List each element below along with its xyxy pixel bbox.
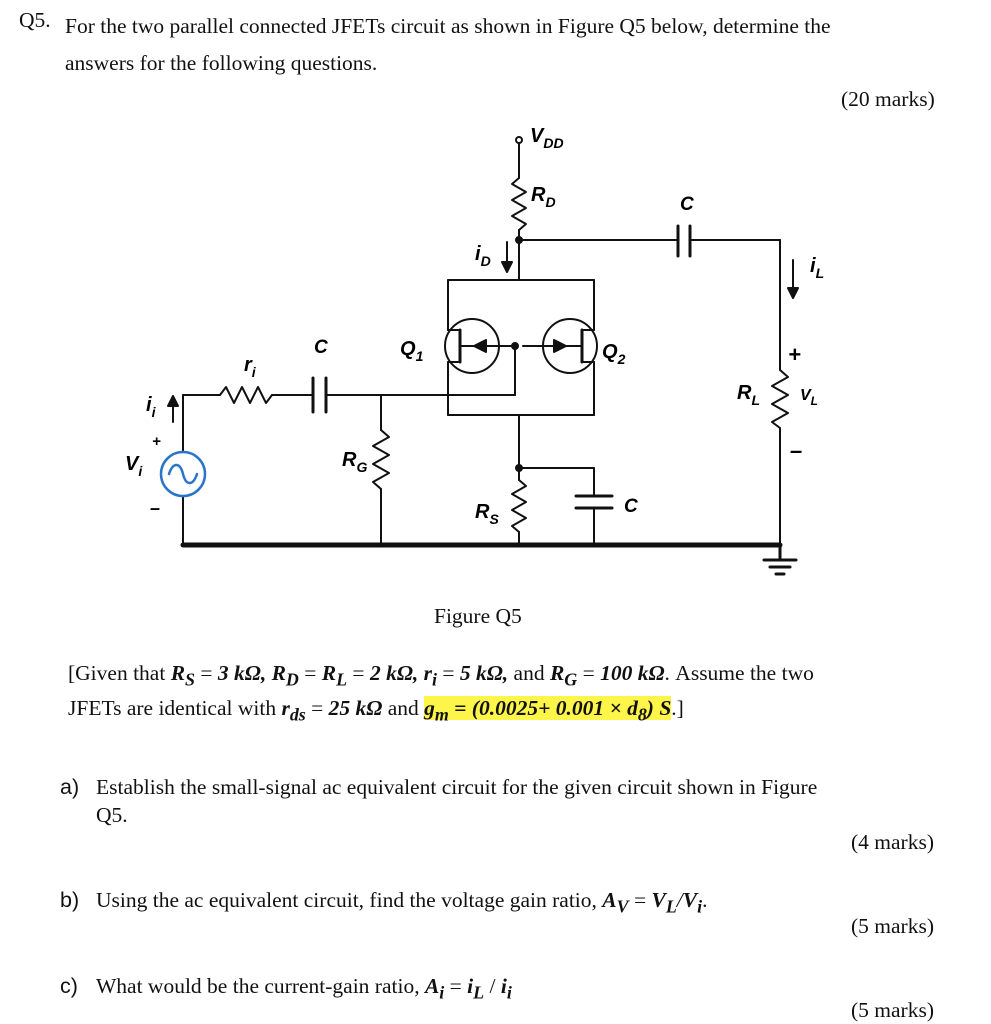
vdd-label: $V_{DD}$ xyxy=(530,125,564,151)
source-minus: – xyxy=(150,498,161,518)
question-line-2: answers for the following questions. xyxy=(65,51,378,75)
rd-resistor xyxy=(512,178,526,230)
rs-resistor xyxy=(512,480,526,532)
ii-label: $i_i$ xyxy=(146,394,156,420)
c-in-label: C xyxy=(314,337,328,358)
vl-label: $V_L$ xyxy=(800,387,819,408)
load-plus: + xyxy=(788,342,801,367)
part-a: a) Establish the small-signal ac equivalent circuit for the given circuit shown in Figure Q5. xyxy=(60,775,818,827)
rg-resistor xyxy=(373,430,389,489)
figure-caption: Figure Q5 xyxy=(434,604,522,628)
part-c-marks: (5 marks) xyxy=(851,998,934,1022)
part-b-marks: (5 marks) xyxy=(851,914,934,938)
rg-label: $R_G$ xyxy=(342,449,368,475)
rs-label: $R_S$ xyxy=(475,501,499,527)
load-minus: – xyxy=(790,438,803,463)
q2-label: $Q_2$ xyxy=(602,341,626,367)
q1-label: $Q_1$ xyxy=(400,338,424,364)
source-plus: + xyxy=(152,433,161,450)
gm-highlight: $g_m = (0.0025+ 0.001 \times d_8)$ S xyxy=(424,696,672,725)
c-top-label: C xyxy=(680,194,694,215)
ri-label: $r_i$ xyxy=(244,354,256,380)
rl-resistor xyxy=(772,370,788,428)
rd-label: $R_D$ xyxy=(531,184,556,210)
part-a-marks: (4 marks) xyxy=(851,830,934,854)
part-b: b) Using the ac equivalent circuit, find the voltage gain ratio, $A_V = V_L/V_i$. xyxy=(60,888,708,917)
part-c: c) What would be the current-gain ratio, $A_i = i_L / i_i$ xyxy=(60,974,512,1003)
given-text: [Given that $R_S = 3$ kΩ, $R_D = R_L = 2$ kΩ, $r_i = 5$ kΩ, and $R_G = 100$ kΩ. Assume the two JFETs are identical with $r_{ds} = 25$ kΩ and $g_m = (0.0025+ 0.001 \times d_8)$ S.] xyxy=(68,661,814,725)
vi-label: $V_i$ xyxy=(125,453,143,479)
id-label: $i_D$ xyxy=(475,243,491,269)
c-bypass-label: C xyxy=(624,496,638,517)
il-label: $i_L$ xyxy=(810,255,825,281)
total-marks: (20 marks) xyxy=(841,87,935,111)
question-number: Q5. xyxy=(19,8,51,32)
question-line-1: For the two parallel connected JFETs circuit as shown in Figure Q5 below, determine the xyxy=(65,14,831,38)
rl-label: $R_L$ xyxy=(737,382,761,408)
ri-resistor xyxy=(220,387,272,403)
